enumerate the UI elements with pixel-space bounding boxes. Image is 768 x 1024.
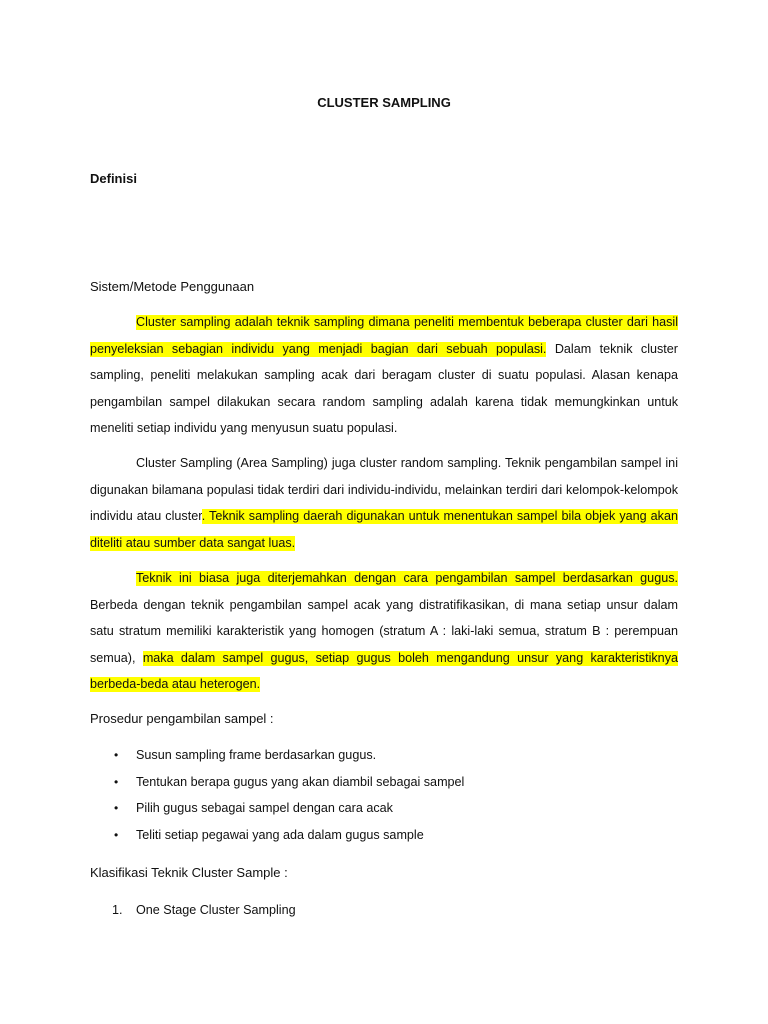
- bullet-icon: •: [114, 774, 119, 789]
- paragraph-2-text: Cluster Sampling (Area Sampling) juga cluster random sampling. Teknik pengambilan sampel ini digunakan bilamana populasi tidak terdiri dari individu-individu, melainkan terdiri dari kelompok-kelompok individu atau cluster: [90, 456, 678, 523]
- prosedur-label: Prosedur pengambilan sampel :: [90, 711, 274, 726]
- classification-list: [90, 897, 296, 924]
- paragraph-2: [90, 450, 678, 556]
- step-text: Susun sampling frame berdasarkan gugus.: [136, 748, 377, 762]
- list-number: 1.: [112, 903, 123, 917]
- step-text: Teliti setiap pegawai yang ada dalam gugus sample: [136, 827, 424, 842]
- bullet-icon: •: [114, 827, 119, 842]
- bullet-icon: •: [114, 748, 119, 762]
- step-text: Pilih gugus sebagai sampel dengan cara acak: [136, 801, 393, 815]
- heading-sistem-metode: Sistem/Metode Penggunaan: [90, 279, 255, 294]
- paragraph-3: [90, 565, 678, 698]
- classification-text: One Stage Cluster Sampling: [136, 903, 296, 917]
- paragraph-3-text: Berbeda dengan teknik pengambilan sampel acak yang distratifikasikan, di mana setiap unsur dalam satu stratum memiliki karakteristik yang homogen (stratum A : laki-laki semua, stratum B : perempuan semua),: [90, 597, 678, 665]
- list-item: [90, 795, 464, 822]
- highlight-3a: Teknik ini biasa juga diterjemahkan dengan cara pengambilan sampel berdasarkan gugus.: [136, 571, 678, 585]
- highlight-1: Cluster sampling adalah teknik sampling dimana peneliti membentuk beberapa cluster dari hasil penyeleksian sebagian individu yang menjadi bagian dari sebuah populasi.: [90, 315, 678, 356]
- highlight-3b: maka dalam sampel gugus, setiap gugus boleh mengandung unsur yang karakteristiknya berbeda-beda atau heterogen.: [90, 650, 678, 691]
- paragraph-1: [90, 309, 678, 442]
- step-text: Tentukan berapa gugus yang akan diambil sebagai sampel: [136, 774, 465, 789]
- heading-definisi: Definisi: [90, 171, 137, 186]
- klasifikasi-label: Klasifikasi Teknik Cluster Sample :: [90, 865, 288, 880]
- list-item: [90, 822, 464, 849]
- procedure-steps-list: [90, 742, 464, 848]
- highlight-2: . Teknik sampling daerah digunakan untuk menentukan sampel bila objek yang akan diteliti atau sumber data sangat luas.: [90, 509, 678, 550]
- list-item: [90, 897, 296, 924]
- document-title: CLUSTER SAMPLING: [317, 95, 451, 110]
- list-item: [90, 769, 464, 796]
- list-item: [90, 742, 464, 769]
- paragraph-1-text: Dalam teknik cluster sampling, peneliti melakukan sampling acak dari beragam cluster di suatu populasi. Alasan kenapa pengambilan sampel dilakukan secara random sampling adalah karena tidak memungkinkan untuk meneliti setiap individu yang menyusun suatu populasi.: [90, 341, 678, 435]
- bullet-icon: •: [114, 801, 119, 815]
